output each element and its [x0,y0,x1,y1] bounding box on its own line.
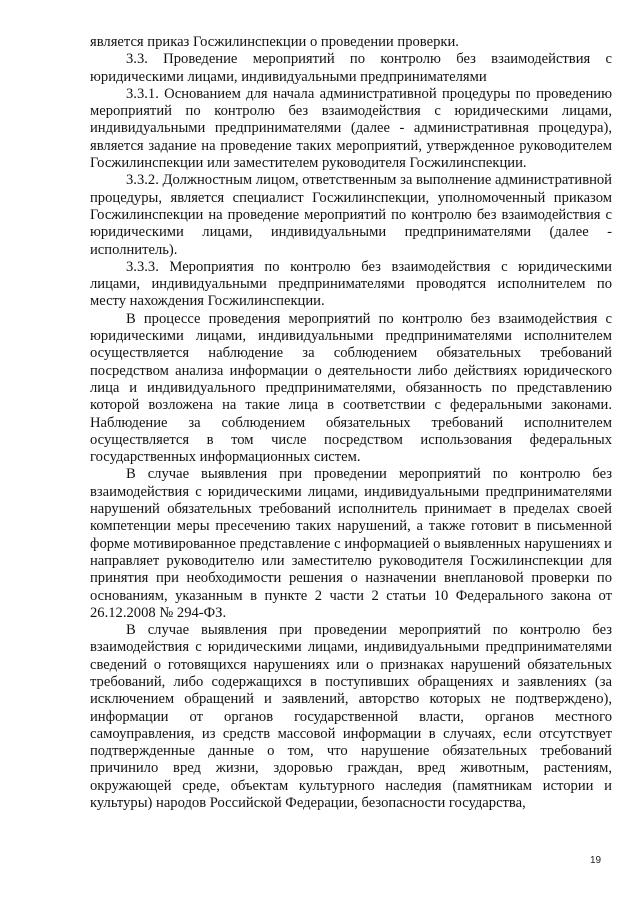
document-body [90,34,612,812]
page-number: 19 [590,855,602,866]
paragraph-3-3-1: 3.3.1. Основанием для начала административной процедуры по проведению мероприятий по контролю без взаимодействия с юридическими лицами, индивидуальными предпринимателями (далее - административная процедура), является задание на проведение таких мероприятий, утвержденное руководителем Госжилинспекции или заместителем руководителя Госжилинспекции. [90,85,612,172]
paragraph-violations-found: В случае выявления при проведении мероприятий по контролю без взаимодействия с юридическими лицами, индивидуальными предпринимателями нарушений обязательных требований исполнитель принимает в пределах своей компетенции меры пресечению таких нарушений, а также готовит в письменной форме мотивированное представление с информацией о выявленных нарушениях и направляет руководителю или заместителю руководителя Госжилинспекции для принятия при необходимости решения о назначении внеплановой проверки по основаниям, указанным в пункте 2 части 2 статьи 10 Федерального закона от 26.12.2008 № 294-ФЗ. [90,466,612,621]
paragraph-3-3-3: 3.3.3. Мероприятия по контролю без взаимодействия с юридическими лицами, индивидуальными предпринимателями проводятся исполнителем по месту нахождения Госжилинспекции. [90,258,612,310]
paragraph-violations-info: В случае выявления при проведении мероприятий по контролю без взаимодействия с юридическими лицами, индивидуальными предпринимателями сведений о готовящихся нарушениях или о признаках нарушений обязательных требований, либо содержащихся в поступивших обращениях и заявлениях (за исключением обращений и заявлений, авторство которых не подтверждено), информации от органов государственной власти, органов местного самоуправления, из средств массовой информации в случаях, если отсутствует подтвержденные данные о том, что нарушение обязательных требований причинило вред жизни, здоровью граждан, вред животным, растениям, окружающей среде, объектам культурного наследия (памятникам истории и культуры) народов Российской Федерации, безопасности государства, [90,622,612,812]
paragraph-continuation: является приказ Госжилинспекции о проведении проверки. [90,34,459,50]
paragraph-3-3-2: 3.3.2. Должностным лицом, ответственным за выполнение административной процедуры, является специалист Госжилинспекции, уполномоченный приказом Госжилинспекции на проведение мероприятий по контролю без взаимодействия с юридическими лицами, индивидуальными предпринимателями (далее - исполнитель). [90,172,612,258]
paragraph-observation: В процессе проведения мероприятий по контролю без взаимодействия с юридическими лицами, индивидуальными предпринимателями исполнителем осуществляется наблюдение за соблюдением обязательных требований посредством анализа информации о деятельности либо действиях юридического лица и индивидуального предпринимателями, обязанность по представлению которой возложена на такие лица в соответствии с федеральными законами. Наблюдение за соблюдением обязательных требований исполнителем осуществляется в том числе посредством использования федеральных государственных информационных систем. [90,310,612,466]
paragraph-3-3-heading: 3.3. Проведение мероприятий по контролю без взаимодействия с юридическими лицами, индивидуальными предпринимателями [90,51,612,85]
